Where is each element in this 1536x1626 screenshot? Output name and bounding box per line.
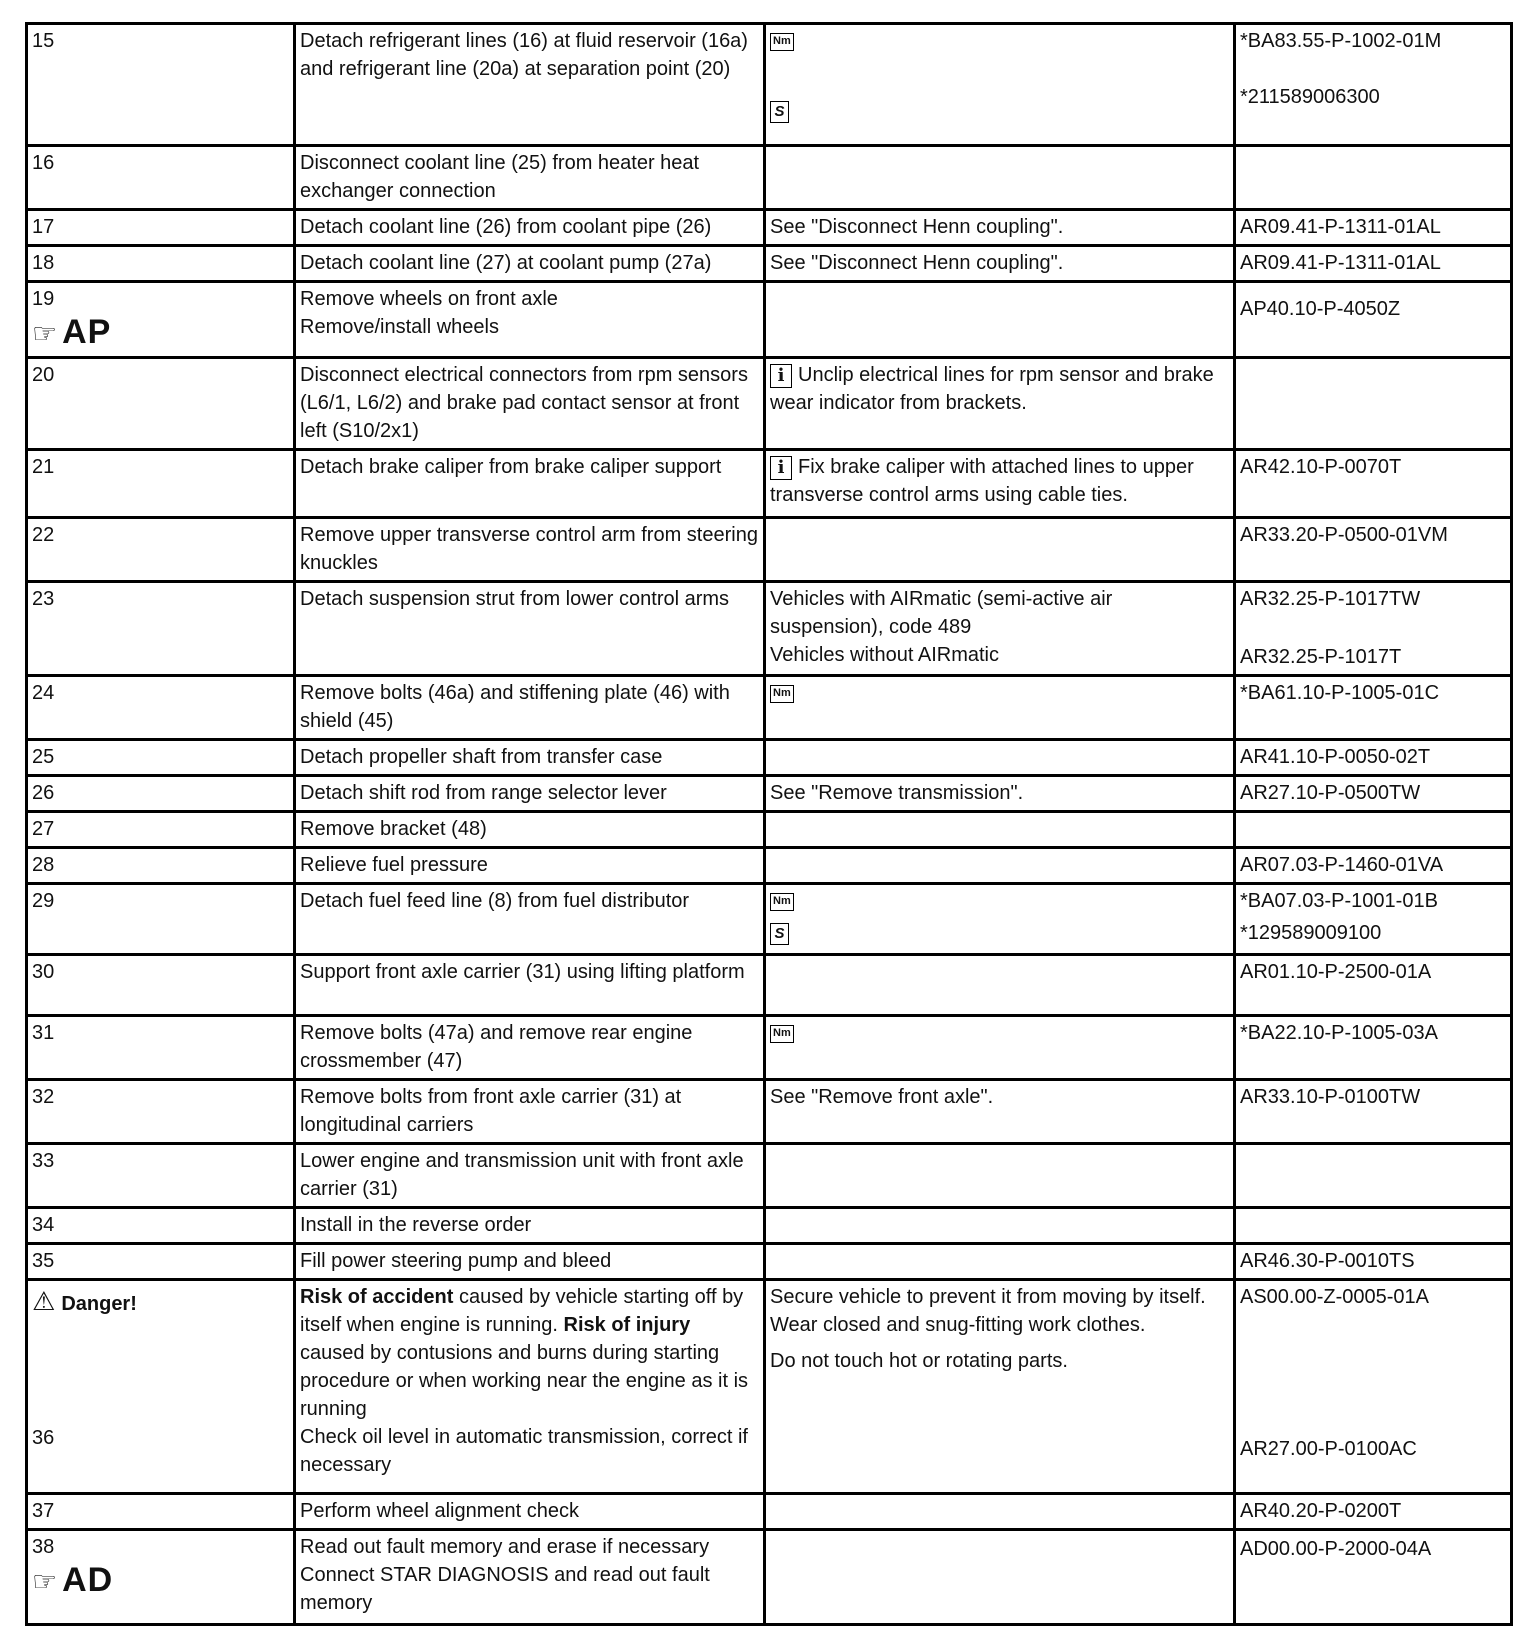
pointing-hand-icon: ☞: [32, 318, 59, 349]
torque-nm-icon[interactable]: Nm: [770, 685, 794, 703]
table-row: [27, 1530, 1512, 1625]
step-number: 37: [32, 1500, 55, 1522]
table-row: [27, 582, 1512, 676]
risk-injury-text: caused by contusions and burns during starting procedure or when working near the engine as it is running: [300, 1342, 749, 1420]
step-description: Detach shift rod from range selector lever: [300, 782, 667, 804]
step-description: Detach fuel feed line (8) from fuel distributor: [300, 890, 690, 912]
reference-link[interactable]: AR27.00-P-0100AC: [1240, 1438, 1417, 1460]
step-description: Detach refrigerant lines (16) at fluid reservoir (16a) and refrigerant line (20a) at separation point (20): [300, 30, 748, 80]
table-row: [27, 518, 1512, 582]
step-note: See "Disconnect Henn coupling".: [770, 216, 1064, 238]
step-number: 18: [32, 252, 55, 274]
step-number: 15: [32, 30, 55, 52]
step-number: 35: [32, 1250, 55, 1272]
step-number: 38: [32, 1536, 55, 1558]
step-note: Wear closed and snug-fitting work clothes.: [770, 1314, 1146, 1336]
step-description: Lower engine and transmission unit with front axle carrier (31): [300, 1150, 744, 1200]
notes-cell: [765, 24, 1235, 146]
reference-link[interactable]: AR01.10-P-2500-01A: [1240, 961, 1432, 983]
step-note: Do not touch hot or rotating parts.: [770, 1350, 1068, 1372]
step-description-sub: Remove/install wheels: [300, 316, 499, 338]
step-number: 19: [32, 288, 55, 310]
danger-warning: [32, 1287, 289, 1318]
table-row: [27, 246, 1512, 282]
step-description: Disconnect electrical connectors from rpm sensors (L6/1, L6/2) and brake pad contact sensor at front left (S10/2x1): [300, 364, 748, 442]
table-row: [27, 884, 1512, 955]
step-note: Vehicles without AIRmatic: [770, 644, 999, 666]
table-row: [27, 1144, 1512, 1208]
procedure-table: [25, 22, 1513, 1626]
warning-triangle-icon: ⚠: [32, 1286, 56, 1316]
table-row: [27, 450, 1512, 518]
torque-nm-icon[interactable]: Nm: [770, 1025, 794, 1043]
step-note: Unclip electrical lines for rpm sensor and brake wear indicator from brackets.: [770, 364, 1214, 414]
reference-link[interactable]: *BA61.10-P-1005-01C: [1240, 682, 1440, 704]
step-number: 30: [32, 961, 55, 983]
table-row: [27, 1016, 1512, 1080]
step-number: 34: [32, 1214, 55, 1236]
table-row: [27, 1208, 1512, 1244]
step-number: 28: [32, 854, 55, 876]
step-description: Detach suspension strut from lower control arms: [300, 588, 730, 610]
badge-label: AP: [62, 313, 112, 351]
risk-accident-label: Risk of accident: [300, 1286, 454, 1308]
step-note: See "Remove front axle".: [770, 1086, 994, 1108]
step-number: 27: [32, 818, 55, 840]
step-description: Relieve fuel pressure: [300, 854, 488, 876]
step-description: Install in the reverse order: [300, 1214, 532, 1236]
step-description: Remove bolts from front axle carrier (31) at longitudinal carriers: [300, 1086, 682, 1136]
step-number: 33: [32, 1150, 55, 1172]
step-description: Detach brake caliper from brake caliper support: [300, 456, 722, 478]
torque-nm-icon[interactable]: Nm: [770, 33, 794, 51]
special-tool-icon[interactable]: S: [770, 923, 789, 945]
reference-link[interactable]: *BA83.55-P-1002-01M: [1240, 30, 1442, 52]
reference-link[interactable]: AP40.10-P-4050Z: [1240, 298, 1401, 320]
step-description: Detach coolant line (27) at coolant pump (27a): [300, 252, 712, 274]
reference-link[interactable]: AR32.25-P-1017TW: [1240, 588, 1421, 610]
reference-link[interactable]: AR41.10-P-0050-02T: [1240, 746, 1431, 768]
description-cell: [295, 24, 765, 146]
reference-link[interactable]: *129589009100: [1240, 922, 1382, 944]
table-row: [27, 1280, 1512, 1494]
reference-link[interactable]: AD00.00-P-2000-04A: [1240, 1538, 1432, 1560]
step-number: 20: [32, 364, 55, 386]
step-number: 16: [32, 152, 55, 174]
step-description: Disconnect coolant line (25) from heater heat exchanger connection: [300, 152, 700, 202]
table-row: [27, 676, 1512, 740]
step-description: Remove bolts (46a) and stiffening plate (46) with shield (45): [300, 682, 730, 732]
table-row: [27, 955, 1512, 1016]
info-icon: i: [770, 364, 792, 388]
info-icon: i: [770, 456, 792, 480]
table-row: [27, 740, 1512, 776]
risk-injury-label: Risk of injury: [563, 1314, 691, 1336]
ad-pointer-badge[interactable]: [32, 1561, 289, 1601]
reference-link[interactable]: AR09.41-P-1311-01AL: [1240, 252, 1441, 274]
reference-cell: [1235, 24, 1512, 146]
table-row: [27, 146, 1512, 210]
step-note: Vehicles with AIRmatic (semi-active air suspension), code 489: [770, 588, 1113, 638]
reference-link[interactable]: AR46.30-P-0010TS: [1240, 1250, 1415, 1272]
step-number: 29: [32, 890, 55, 912]
step-description: Perform wheel alignment check: [300, 1500, 580, 1522]
table-row: [27, 358, 1512, 450]
reference-link[interactable]: *BA07.03-P-1001-01B: [1240, 890, 1438, 912]
step-description: Remove bolts (47a) and remove rear engine crossmember (47): [300, 1022, 693, 1072]
step-number: 32: [32, 1086, 55, 1108]
reference-link[interactable]: AR42.10-P-0070T: [1240, 456, 1402, 478]
badge-label: AD: [62, 1561, 114, 1599]
reference-link[interactable]: AR27.10-P-0500TW: [1240, 782, 1421, 804]
danger-label: Danger!: [61, 1293, 137, 1315]
risk-accident-text: caused by vehicle starting off by itself when engine is running.: [300, 1286, 744, 1336]
table-row: [27, 1244, 1512, 1280]
step-number: 22: [32, 524, 55, 546]
table-row: [27, 776, 1512, 812]
step-number: 21: [32, 456, 55, 478]
step-note: Secure vehicle to prevent it from moving by itself.: [770, 1286, 1206, 1308]
step-number: 26: [32, 782, 55, 804]
step-number: 36: [32, 1427, 55, 1449]
ap-pointer-badge[interactable]: [32, 313, 289, 353]
step-description: Detach propeller shaft from transfer case: [300, 746, 663, 768]
step-number: 23: [32, 588, 55, 610]
table-row: [27, 210, 1512, 246]
step-note: See "Remove transmission".: [770, 782, 1024, 804]
reference-link[interactable]: *BA22.10-P-1005-03A: [1240, 1022, 1438, 1044]
step-description: Remove upper transverse control arm from steering knuckles: [300, 524, 758, 574]
danger-text: [300, 1283, 759, 1423]
step-description-sub: Connect STAR DIAGNOSIS and read out fault memory: [300, 1564, 710, 1614]
table-row: [27, 282, 1512, 358]
step-description: Remove wheels on front axle: [300, 288, 558, 310]
table-row: [27, 1080, 1512, 1144]
reference-link[interactable]: AR32.25-P-1017T: [1240, 646, 1402, 668]
reference-link[interactable]: AR33.10-P-0100TW: [1240, 1086, 1421, 1108]
table-row: [27, 812, 1512, 848]
reference-link[interactable]: AR40.20-P-0200T: [1240, 1500, 1402, 1522]
reference-link[interactable]: AR33.20-P-0500-01VM: [1240, 524, 1448, 546]
pointing-hand-icon: ☞: [32, 1566, 59, 1597]
step-number: 17: [32, 216, 55, 238]
step-note: Fix brake caliper with attached lines to upper transverse control arms using cable ties.: [770, 456, 1194, 506]
table-row: [27, 848, 1512, 884]
torque-nm-icon[interactable]: Nm: [770, 893, 794, 911]
step-number: 31: [32, 1022, 55, 1044]
step-note: See "Disconnect Henn coupling".: [770, 252, 1064, 274]
step-number: 25: [32, 746, 55, 768]
reference-link[interactable]: *211589006300: [1240, 86, 1380, 108]
reference-link[interactable]: AS00.00-Z-0005-01A: [1240, 1286, 1430, 1308]
reference-link[interactable]: AR09.41-P-1311-01AL: [1240, 216, 1441, 238]
step-description: Support front axle carrier (31) using lifting platform: [300, 961, 745, 983]
step-description: Check oil level in automatic transmission, correct if necessary: [300, 1426, 748, 1476]
reference-link[interactable]: AR07.03-P-1460-01VA: [1240, 854, 1444, 876]
step-number: 24: [32, 682, 55, 704]
step-description: Read out fault memory and erase if necessary: [300, 1536, 710, 1558]
table-row: [27, 24, 1512, 146]
step-cell: [27, 24, 295, 146]
step-description: Detach coolant line (26) from coolant pipe (26): [300, 216, 712, 238]
step-description: Remove bracket (48): [300, 818, 487, 840]
special-tool-icon[interactable]: S: [770, 101, 789, 123]
step-description: Fill power steering pump and bleed: [300, 1250, 612, 1272]
table-row: [27, 1494, 1512, 1530]
